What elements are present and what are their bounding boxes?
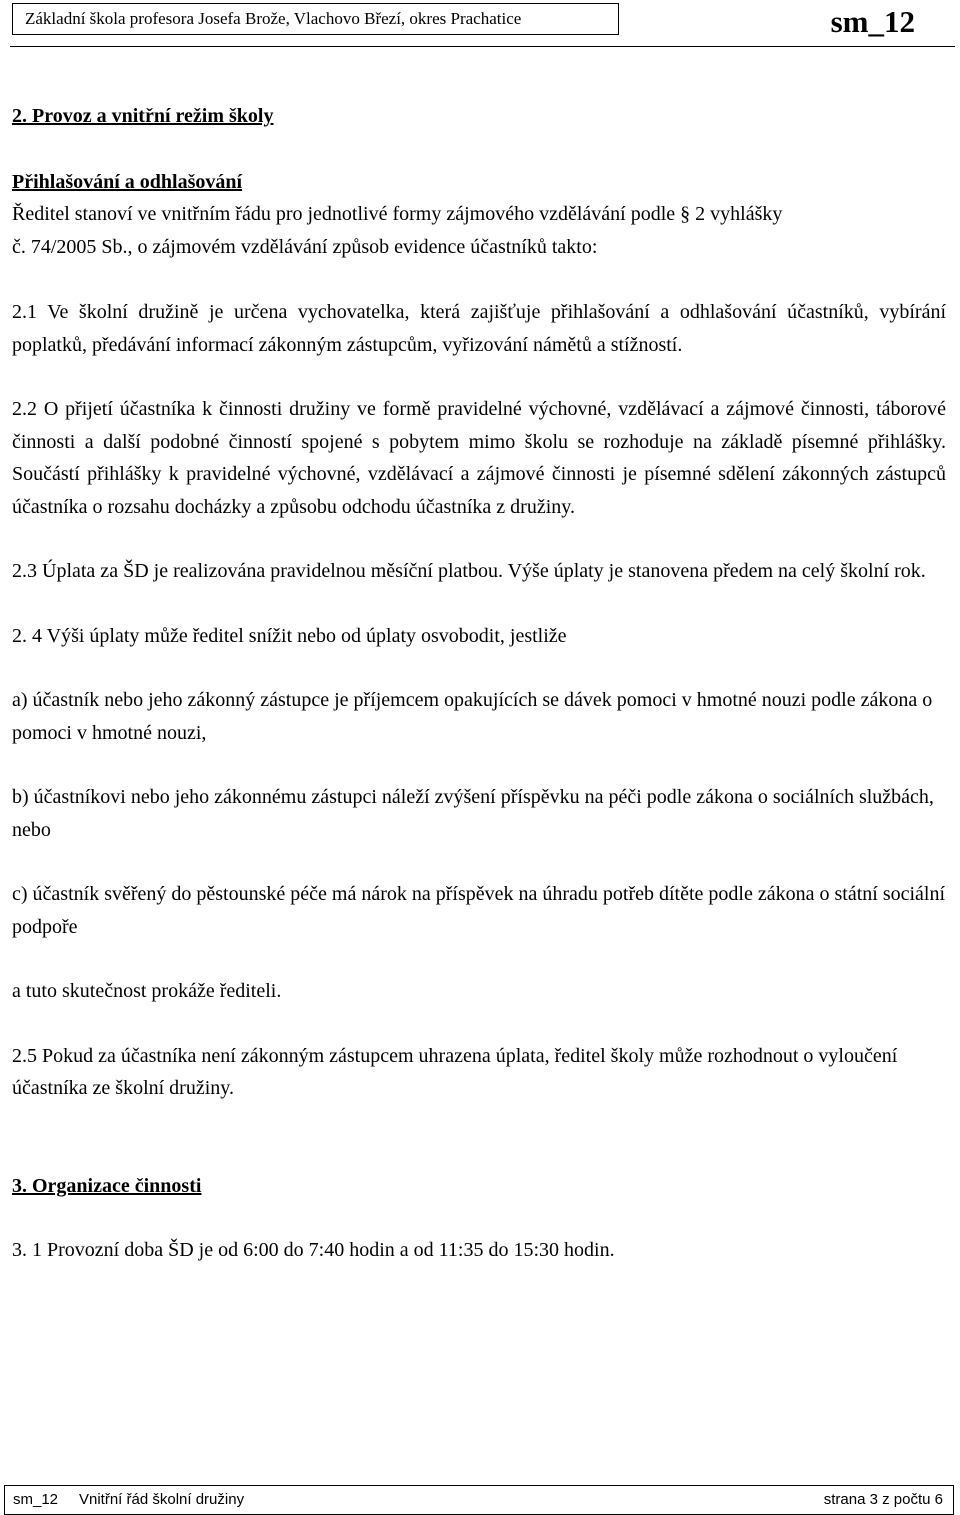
section-3-heading: 3. Organizace činnosti bbox=[12, 1174, 202, 1197]
paragraph-2-4: 2. 4 Výši úplaty může ředitel snížit nebo od úplaty osvobodit, jestliže bbox=[12, 624, 567, 647]
list-item-c: c) účastník svěřený do pěstounské péče má nárok na příspěvek na úhradu potřeb dítěte podle zákona o státní sociální podpoře bbox=[12, 883, 946, 938]
header-divider bbox=[10, 46, 955, 47]
document-body bbox=[12, 100, 946, 1267]
paragraph-2-1: 2.1 Ve školní družině je určena vychovatelka, která zajišťuje přihlašování a odhlašování účastníků, vybírání poplatků, předávání informací zákonným zástupcům, vyřizování námětů a stížností. bbox=[12, 301, 946, 356]
page-header bbox=[10, 0, 955, 40]
paragraph-2-3: 2.3 Úplata za ŠD je realizována pravidelnou měsíční platbou. Výše úplaty je stanovena předem na celý školní rok. bbox=[12, 560, 926, 582]
list-item-b: b) účastníkovi nebo jeho zákonnému zástupci náleží zvýšení příspěvku na péči podle zákona o sociálních službách, nebo bbox=[12, 786, 934, 841]
intro-line-2: č. 74/2005 Sb., o zájmovém vzdělávání způsob evidence účastníků takto: bbox=[12, 235, 598, 258]
page-footer bbox=[0, 1485, 960, 1515]
paragraph-3-1: 3. 1 Provozní doba ŠD je od 6:00 do 7:40 hodin a od 11:35 do 15:30 hodin. bbox=[12, 1239, 615, 1261]
intro-line-1: Ředitel stanoví ve vnitřním řádu pro jednotlivé formy zájmového vzdělávání podle § 2 vyhlášky bbox=[12, 203, 783, 225]
paragraph-2-2: 2.2 O přijetí účastníka k činnosti družiny ve formě pravidelné výchovné, vzdělávací a zájmové činnosti, táborové činnosti a další podobné činností spojené s pobytem mimo školu se rozhoduje na základě písemné přihlášky. Součástí přihlášky k pravidelné výchovné, vzdělávací a zájmové činnosti je písemné sdělení zákonných zástupců účastníka o rozsahu docházky a způsobu odchodu účastníka z družiny. bbox=[12, 398, 946, 518]
section-2-heading: 2. Provoz a vnitřní režim školy bbox=[12, 105, 274, 127]
footer-box bbox=[4, 1485, 954, 1515]
school-name: Základní škola profesora Josefa Brože, Vlachovo Březí, okres Prachatice bbox=[12, 3, 619, 35]
closing-line: a tuto skutečnost prokáže řediteli. bbox=[12, 980, 282, 1002]
footer-document-code: sm_12 bbox=[13, 1491, 59, 1508]
subheading-registration: Přihlašování a odhlašování bbox=[12, 170, 243, 193]
paragraph-2-5: 2.5 Pokud za účastníka není zákonným zástupcem uhrazena úplata, ředitel školy může rozhodnout o vyloučení účastníka ze školní družiny. bbox=[12, 1044, 898, 1099]
document-code: sm_12 bbox=[830, 4, 915, 39]
list-item-a: a) účastník nebo jeho zákonný zástupce je příjemcem opakujících se dávek pomoci v hmotné nouzi podle zákona o pomoci v hmotné nouzi, bbox=[12, 689, 933, 744]
footer-document-title: Vnitřní řád školní družiny bbox=[79, 1491, 245, 1508]
page-number: strana 3 z počtu 6 bbox=[823, 1491, 943, 1508]
